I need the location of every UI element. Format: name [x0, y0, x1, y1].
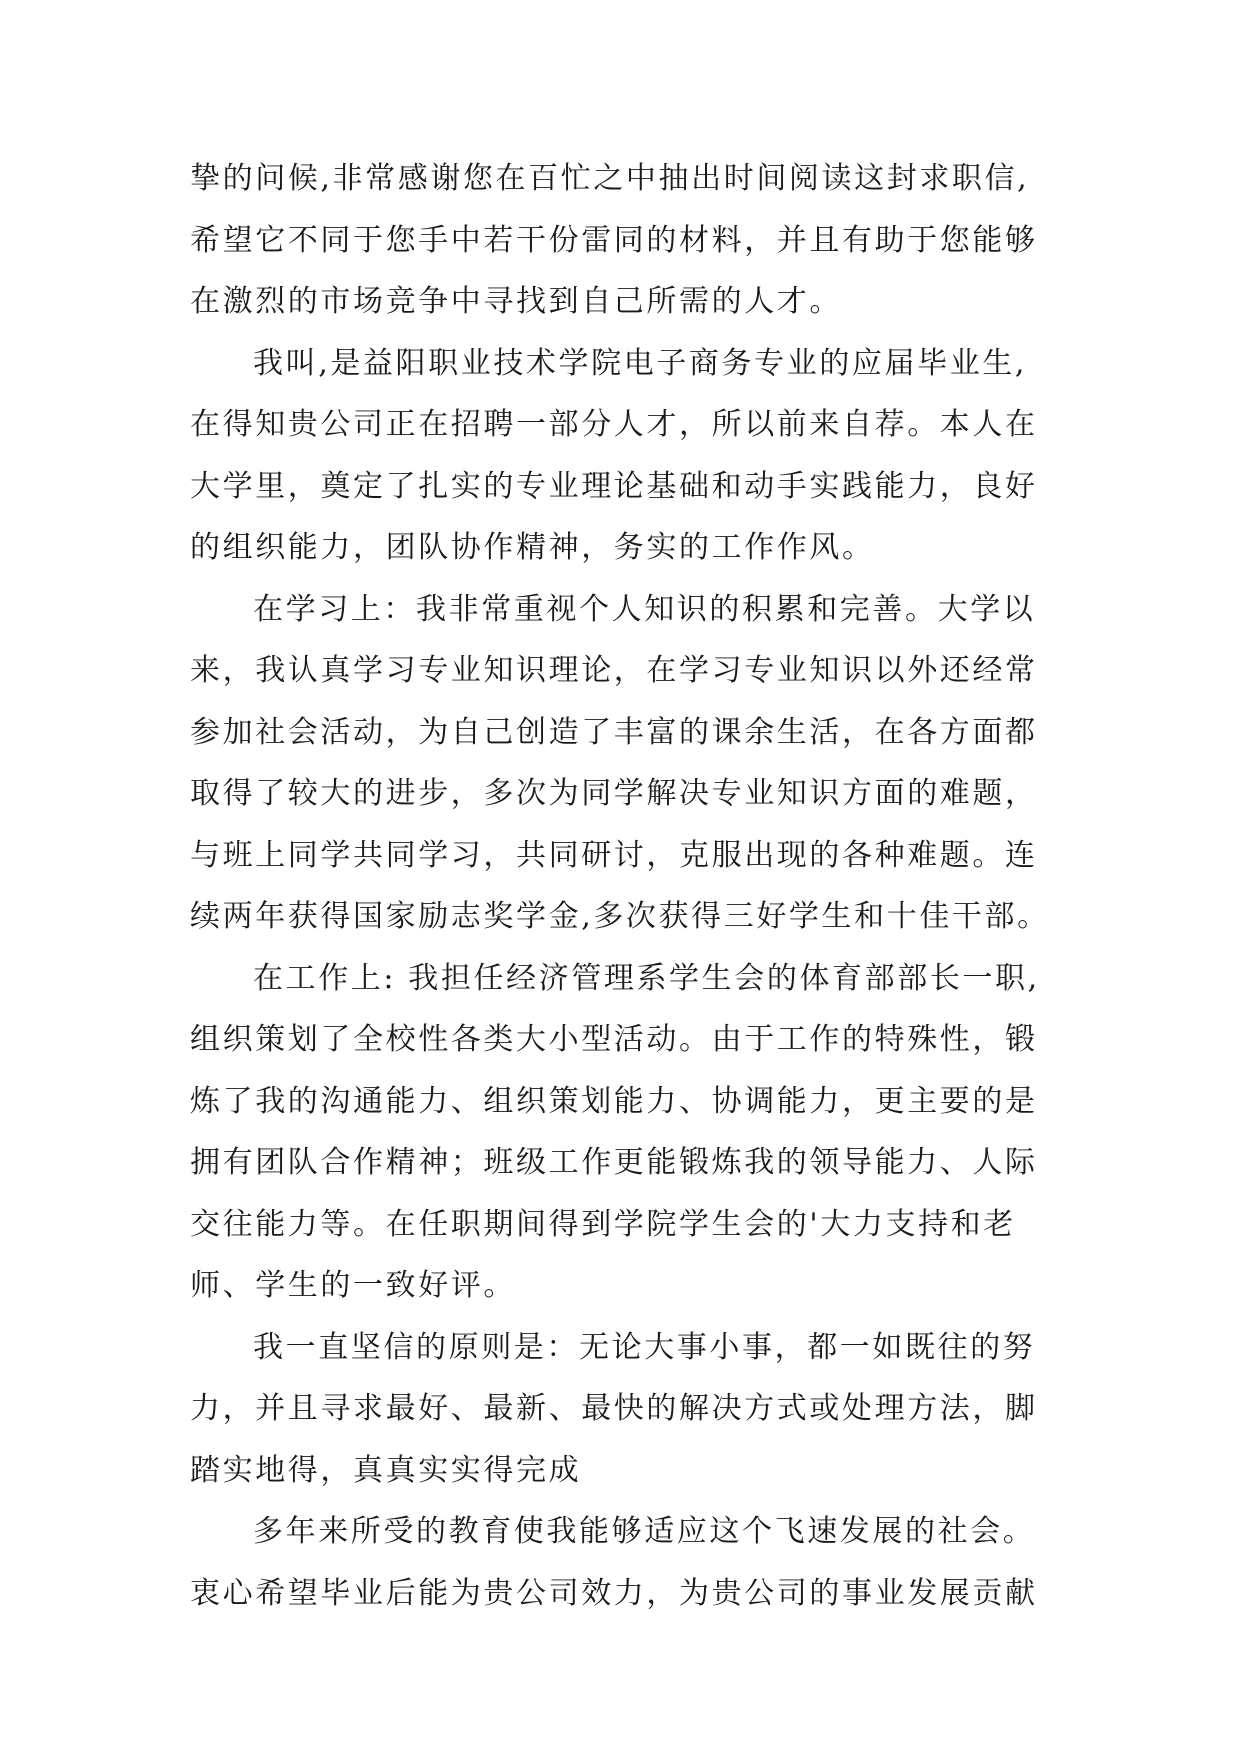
letter-line: 我一直坚信的原则是：无论大事小事，都一如既往的努 [253, 1329, 1036, 1365]
letter-line: 在激烈的市场竞争中寻找到自己所需的人才。 [190, 284, 842, 319]
letter-line: 与班上同学共同学习，共同研讨，克服出现的各种难题。连 [190, 837, 1038, 873]
letter-line: 取得了较大的进步，多次为同学解决专业知识方面的难题， [190, 776, 1038, 811]
letter-line: 参加社会活动，为自己创造了丰富的课余生活，在各方面都 [190, 714, 1038, 750]
letter-line: 我叫,是益阳职业技术学院电子商务专业的应届毕业生, [253, 345, 1028, 381]
letter-line: 希望它不同于您手中若干份雷同的材料，并且有助于您能够 [190, 222, 1038, 258]
letter-line: 拥有团队合作精神；班级工作更能锻炼我的领导能力、人际 [190, 1145, 1038, 1180]
letter-line: 衷心希望毕业后能为贵公司效力，为贵公司的事业发展贡献 [190, 1575, 1038, 1611]
letter-body [190, 148, 1070, 1624]
letter-line: 交往能力等。在任职期间得到学院学生会的'大力支持和老 [190, 1206, 1016, 1242]
letter-line: 挚的问候,非常感谢您在百忙之中抽出时间阅读这封求职信, [190, 161, 1030, 196]
letter-line: 师、学生的一致好评。 [190, 1268, 516, 1303]
letter-line: 大学里，奠定了扎实的专业理论基础和动手实践能力，良好 [190, 468, 1038, 504]
letter-line: 来，我认真学习专业知识理论，在学习专业知识以外还经常 [190, 653, 1038, 688]
letter-line: 炼了我的沟通能力、组织策划能力、协调能力，更主要的是 [190, 1083, 1038, 1119]
letter-line: 力，并且寻求最好、最新、最快的解决方式或处理方法，脚 [190, 1391, 1038, 1426]
letter-line: 续两年获得国家励志奖学金,多次获得三好学生和十佳干部。 [190, 899, 1050, 934]
letter-line: 在工作上: 我担任经济管理系学生会的体育部部长一职, [253, 960, 1040, 996]
letter-line: 多年来所受的教育使我能够适应这个飞速发展的社会。 [253, 1514, 1036, 1549]
letter-line: 组织策划了全校性各类大小型活动。由于工作的特殊性，锻 [190, 1022, 1038, 1057]
letter-line: 在学习上：我非常重视个人知识的积累和完善。大学以 [253, 591, 1036, 627]
letter-line: 在得知贵公司正在招聘一部分人才，所以前来自荐。本人在 [190, 407, 1038, 442]
letter-line: 踏实地得，真真实实得完成 [190, 1452, 582, 1488]
letter-line: 的组织能力，团队协作精神，务实的工作作风。 [190, 530, 875, 565]
